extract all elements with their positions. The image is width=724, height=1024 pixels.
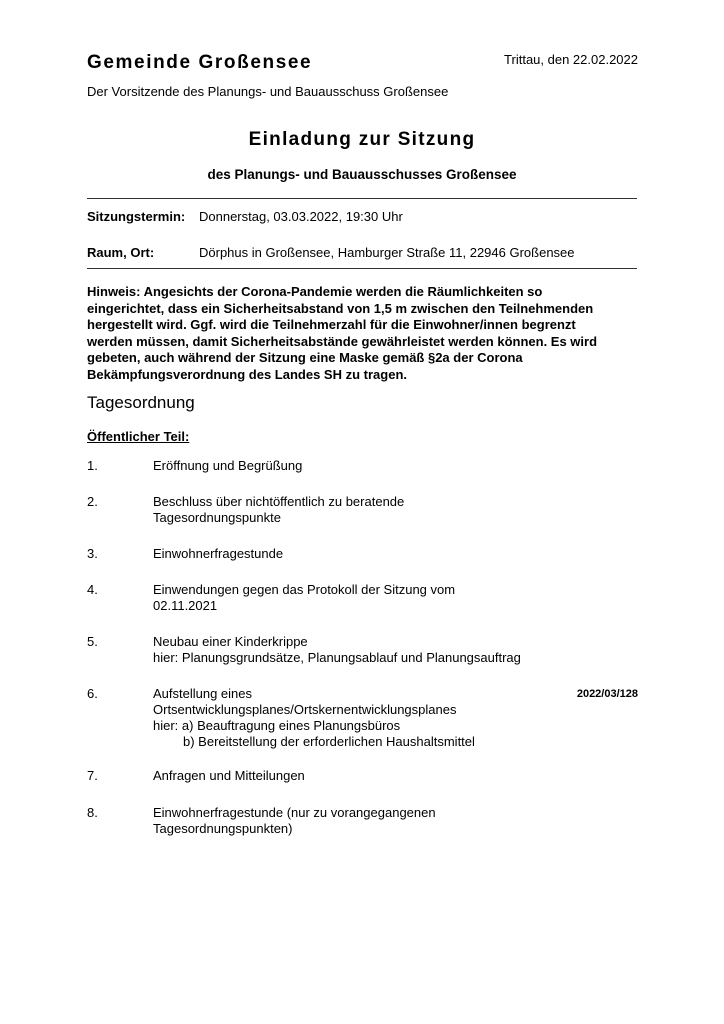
notice-line: hergestellt wird. Ggf. wird die Teilnehmerzahl für die Einwohner/innen begrenzt bbox=[87, 317, 576, 332]
agenda-item-number: 7. bbox=[87, 768, 98, 783]
agenda-item-line: Beschluss über nichtöffentlich zu beratende bbox=[153, 494, 405, 509]
meeting-date-value: Donnerstag, 03.03.2022, 19:30 Uhr bbox=[199, 209, 403, 224]
agenda-item-number: 5. bbox=[87, 634, 98, 649]
agenda-item-text bbox=[153, 494, 573, 526]
agenda-item-text bbox=[153, 634, 573, 666]
divider-bottom bbox=[87, 268, 637, 269]
agenda-item-line: Tagesordnungspunkte bbox=[153, 510, 281, 525]
meeting-location-label: Raum, Ort: bbox=[87, 245, 155, 260]
agenda-item-line: Neubau einer Kinderkrippe bbox=[153, 634, 308, 649]
agenda-item-line: 02.11.2021 bbox=[153, 598, 218, 613]
agenda-item-line: Einwohnerfragestunde bbox=[153, 546, 284, 561]
agenda-item-line: Anfragen und Mitteilungen bbox=[153, 768, 305, 783]
agenda-item-text bbox=[153, 458, 573, 474]
agenda-heading: Tagesordnung bbox=[87, 393, 195, 412]
agenda-item-line: b) Bereitstellung der erforderlichen Haushaltsmittel bbox=[183, 734, 475, 749]
notice-line: gebeten, auch während der Sitzung eine Maske gemäß §2a der Corona bbox=[87, 350, 523, 365]
agenda-item-text bbox=[153, 805, 573, 837]
notice-line: eingerichtet, dass ein Sicherheitsabstand von 1,5 m zwischen den Teilnehmenden bbox=[87, 300, 594, 316]
agenda-item-line: Einwohnerfragestunde (nur zu vorangegangenen bbox=[153, 805, 436, 820]
agenda-item-number: 1. bbox=[87, 458, 98, 473]
page-subtitle: des Planungs- und Bauausschusses Großensee bbox=[207, 167, 517, 182]
agenda-item-number: 6. bbox=[87, 686, 98, 701]
notice-line: werden müssen, damit Sicherheitsabstände gewährleistet werden können. Es wird bbox=[87, 333, 598, 349]
agenda-item-text bbox=[153, 768, 573, 784]
committee-chair-line: Der Vorsitzende des Planungs- und Bauausschuss Großensee bbox=[87, 84, 449, 99]
public-section-heading: Öffentlicher Teil: bbox=[87, 429, 190, 444]
agenda-item-number: 8. bbox=[87, 805, 98, 820]
agenda-item-line: Tagesordnungspunkten) bbox=[153, 821, 293, 836]
agenda-item-line: Eröffnung und Begrüßung bbox=[153, 458, 303, 473]
agenda-item-text bbox=[153, 686, 573, 750]
divider-top bbox=[87, 198, 637, 199]
notice-line: Hinweis: Angesichts der Corona-Pandemie werden die Räumlichkeiten so bbox=[87, 284, 543, 299]
meeting-location-value: Dörphus in Großensee, Hamburger Straße 11, 22946 Großensee bbox=[199, 245, 575, 260]
agenda-item-line: Ortsentwicklungsplanes/Ortskernentwicklungsplanes bbox=[153, 702, 457, 717]
agenda-item-text bbox=[153, 546, 573, 562]
date-line: Trittau, den 22.02.2022 bbox=[504, 52, 638, 67]
covid-notice bbox=[87, 284, 647, 383]
agenda-item-number: 4. bbox=[87, 582, 98, 597]
meeting-date-label: Sitzungstermin: bbox=[87, 209, 186, 224]
org-name: Gemeinde Großensee bbox=[87, 52, 313, 73]
agenda-item-line: Aufstellung eines bbox=[153, 686, 253, 701]
agenda-item-number: 2. bbox=[87, 494, 98, 509]
document-reference-number: 2022/03/128 bbox=[576, 688, 638, 700]
agenda-item-line: hier: Planungsgrundsätze, Planungsablauf und Planungsauftrag bbox=[153, 650, 521, 665]
notice-line: Bekämpfungsverordnung des Landes SH zu tragen. bbox=[87, 366, 407, 382]
agenda-item-number: 3. bbox=[87, 546, 98, 561]
agenda-item-line: Einwendungen gegen das Protokoll der Sitzung vom bbox=[153, 582, 456, 597]
page-title: Einladung zur Sitzung bbox=[248, 129, 476, 150]
agenda-item-line: hier: a) Beauftragung eines Planungsbüros bbox=[153, 718, 401, 733]
agenda-item-text bbox=[153, 582, 573, 614]
